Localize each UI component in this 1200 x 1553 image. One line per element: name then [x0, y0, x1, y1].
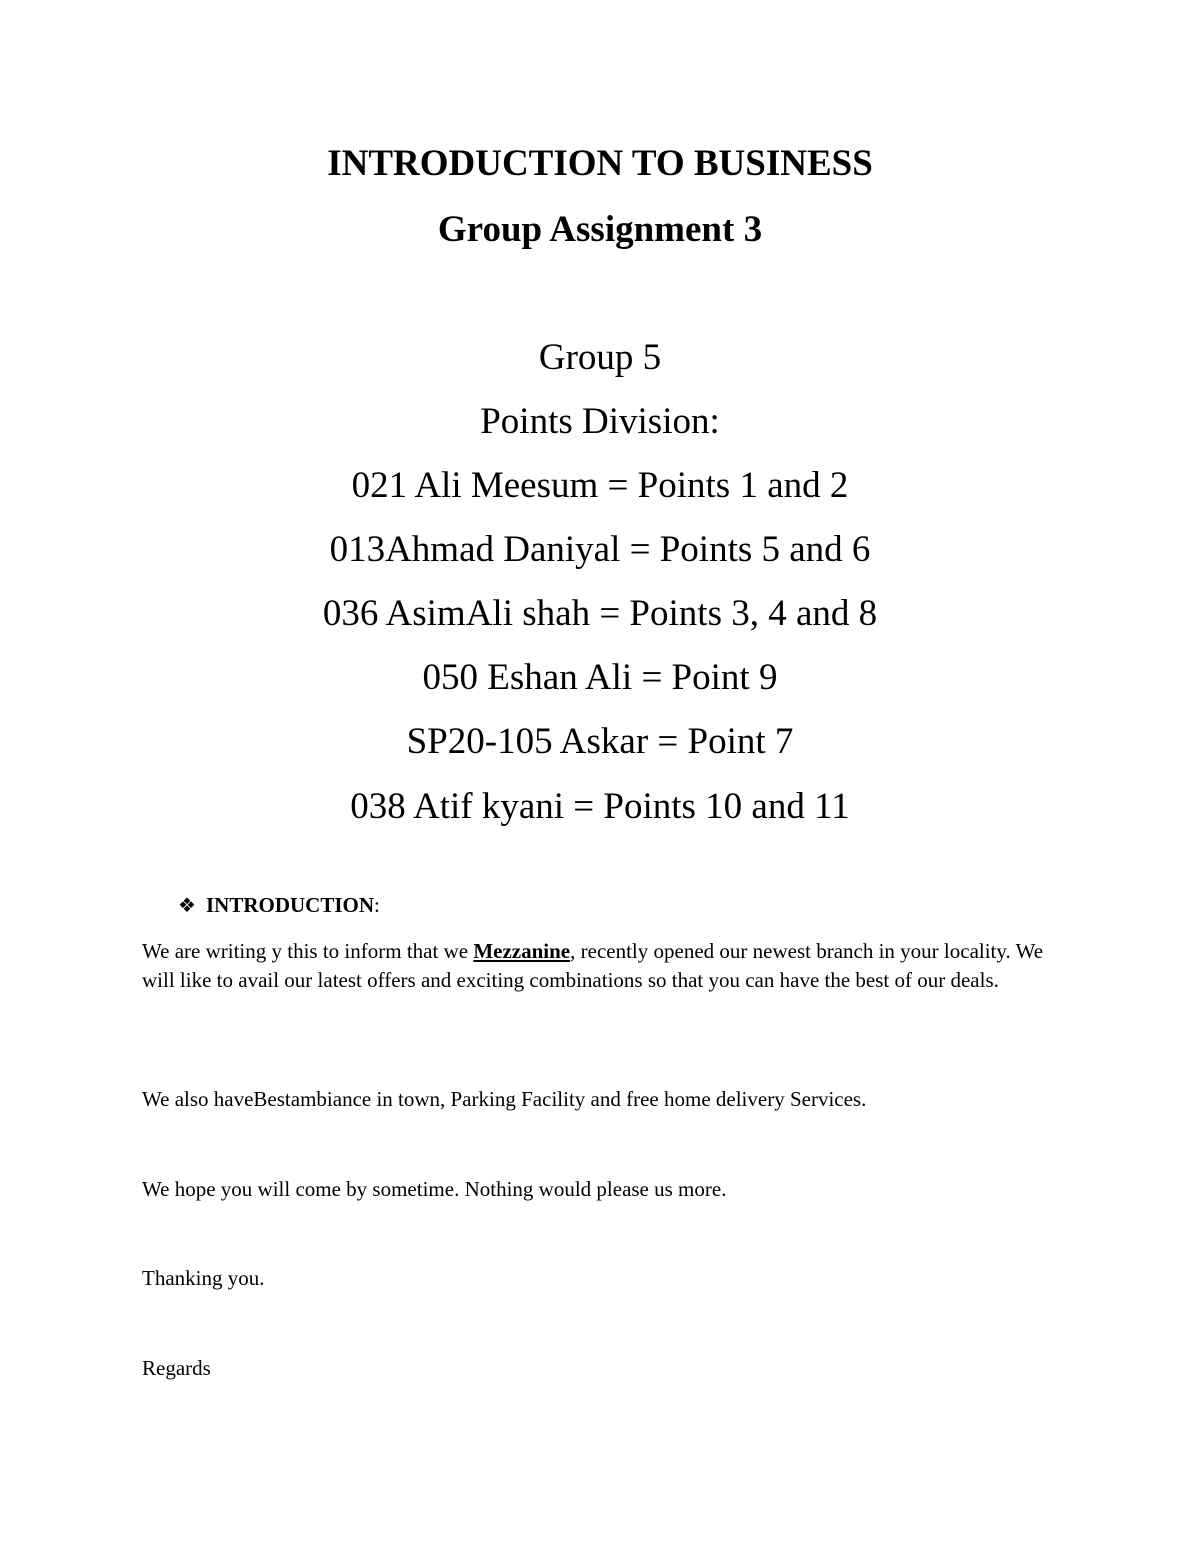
member-line: 050 Eshan Ali = Point 9 [422, 657, 778, 698]
introduction-heading-colon: : [374, 893, 380, 917]
member-line: 038 Atif kyani = Points 10 and 11 [350, 786, 850, 827]
group-name: Group 5 [538, 337, 662, 378]
amenities-paragraph: We also haveBestambiance in town, Parking Facility and free home delivery Services. [142, 1087, 867, 1111]
points-division-heading: Points Division: [480, 401, 720, 442]
closing-regards: Regards [142, 1356, 211, 1380]
intro-text-end: , recently opened our newest branch in your locality. We will like to avail our latest offers and exciting combinations so that you can have the best of our deals. [142, 939, 1044, 992]
intro-paragraph [142, 937, 1062, 995]
member-line: SP20-105 Askar = Point 7 [406, 721, 794, 762]
document-title: INTRODUCTION TO BUSINESS [327, 143, 873, 184]
brand-name: Mezzanine [473, 939, 571, 963]
member-line: 021 Ali Meesum = Points 1 and 2 [351, 465, 849, 506]
closing-thanks: Thanking you. [142, 1266, 265, 1290]
member-line: 036 AsimAli shah = Points 3, 4 and 8 [322, 593, 878, 634]
introduction-heading-label: INTRODUCTION [206, 893, 375, 917]
introduction-heading [178, 891, 380, 920]
member-line: 013Ahmad Daniyal = Points 5 and 6 [329, 529, 871, 570]
hope-paragraph: We hope you will come by sometime. Nothing would please us more. [142, 1177, 727, 1201]
diamond-bullet-icon: ❖ [178, 895, 196, 917]
intro-text-start: We are writing y this to inform that we [142, 939, 474, 963]
document-subtitle: Group Assignment 3 [437, 209, 763, 250]
